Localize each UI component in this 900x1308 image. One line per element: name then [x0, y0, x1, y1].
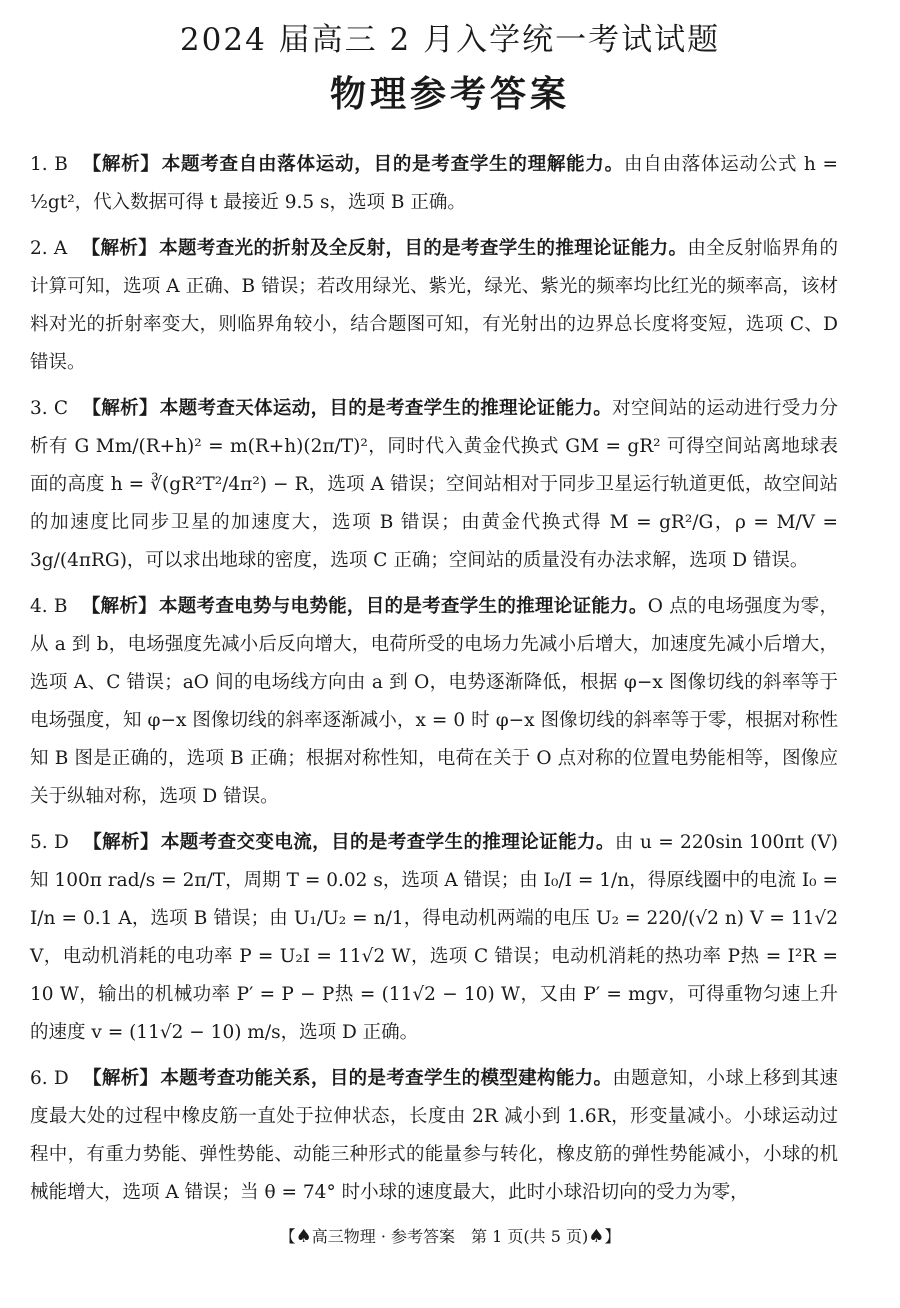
question-body: 由 u = 220sin 100πt (V) 知 100π rad/s = 2π/T，周期 T = 0.02 s，选项 A 错误；由 I₀/I = 1/n，得原线圈中的电流 I₀ = I/n = 0.1 A，选项 B 错误；由 U₁/U₂ = n/1，得电动机两端的电压 U₂ = 220/(√2 n) V = 11√2 V，电动机消耗的电功率 P = U₂I = 11√2 W，选项 C 错误；电动机消耗的热功率 P热 = I²R = 10 W，输出的机械功率 P′ = P − P热 = (11√2 − 10) W，又由 P′ = mgv，可得重物匀速上升的速度 v = (11√2 − 10) m/s，选项 D 正确。	[30, 832, 838, 1043]
analysis-tag: 【解析】	[81, 154, 160, 175]
question-3	[30, 390, 838, 580]
question-body: O 点的电场强度为零，从 a 到 b，电场强度先减小后反向增大，电荷所受的电场力先减小后增大，加速度先减小后增大，选项 A、C 错误；aO 间的电场线方向由 a 到 O，电势逐渐降低，根据 φ−x 图像切线的斜率等于电场强度，知 φ−x 图像切线的斜率逐渐减小，x = 0 时 φ−x 图像切线的斜率等于零，根据对称性知 B 图是正确的，选项 B 正确；根据对称性知，电荷在关于 O 点对称的位置电势能相等，图像应关于纵轴对称，选项 D 错误。	[30, 596, 838, 807]
page-title: 2024 届高三 2 月入学统一考试试题	[179, 22, 721, 58]
question-1	[30, 146, 838, 222]
question-body: 由全反射临界角的计算可知，选项 A 正确、B 错误；若改用绿光、紫光，绿光、紫光的频率均比红光的频率高，该材料对光的折射率变大，则临界角较小，结合题图可知，有光射出的边界总长度将变短，选项 C、D 错误。	[30, 238, 838, 373]
analysis-tag: 【解析】	[82, 1068, 159, 1089]
question-body: 对空间站的运动进行受力分析有 G Mm/(R+h)² = m(R+h)(2π/T)²，同时代入黄金代换式 GM = gR² 可得空间站离地球表面的高度 h = ∛(gR²T²/4π²) − R，选项 A 错误；空间站相对于同步卫星运行轨道更低，故空间站的加速度比同步卫星的加速度大，选项 B 错误；由黄金代换式得 M = gR²/G，ρ = M/V = 3g/(4πRG)，可以求出地球的密度，选项 C 正确；空间站的质量没有办法求解，选项 D 错误。	[30, 398, 838, 571]
question-6	[30, 1060, 838, 1212]
question-body: 由题意知，小球上移到其速度最大处的过程中橡皮筋一直处于拉伸状态，长度由 2R 减小到 1.6R，形变量减小。小球运动过程中，有重力势能、弹性势能、动能三种形式的能量参与转化，橡皮筋的弹性势能减小，小球的机械能增大，选项 A 错误；当 θ = 74° 时小球的速度最大，此时小球沿切向的受力为零，	[30, 1068, 838, 1203]
answer-list	[30, 146, 838, 1220]
question-4	[30, 588, 838, 816]
analysis-tag: 【解析】	[81, 238, 158, 259]
question-number: 4. B	[30, 596, 68, 617]
analysis-tag: 【解析】	[82, 832, 159, 853]
question-body: 由自由落体运动公式 h = ½gt²，代入数据可得 t 最接近 9.5 s，选项 B 正确。	[30, 154, 838, 213]
footer-close-bracket: 】	[604, 1227, 621, 1246]
page-subtitle: 物理参考答案	[329, 73, 570, 115]
question-number: 2. A	[30, 238, 68, 259]
question-number: 6. D	[30, 1068, 69, 1089]
spade-icon: ♠	[588, 1226, 605, 1247]
question-number: 1. B	[30, 154, 68, 175]
question-lead: 本题考查交变电流，目的是考查学生的推理论证能力。	[160, 832, 615, 853]
question-lead: 本题考查自由落体运动，目的是考查学生的理解能力。	[161, 154, 624, 175]
footer-open-bracket: 【	[279, 1227, 296, 1246]
page-footer	[0, 1224, 900, 1247]
question-5	[30, 824, 838, 1052]
question-lead: 本题考查天体运动，目的是考查学生的推理论证能力。	[159, 398, 613, 419]
question-2	[30, 230, 838, 382]
question-number: 5. D	[30, 832, 69, 853]
footer-text: 高三物理 · 参考答案 第 1 页(共 5 页)	[311, 1227, 589, 1246]
question-lead: 本题考查功能关系，目的是考查学生的模型建构能力。	[160, 1068, 613, 1089]
analysis-tag: 【解析】	[82, 398, 158, 419]
question-number: 3. C	[30, 398, 69, 419]
question-lead: 本题考查电势与电势能，目的是考查学生的推理论证能力。	[158, 596, 648, 617]
spade-icon: ♠	[295, 1226, 312, 1247]
analysis-tag: 【解析】	[81, 596, 157, 617]
question-lead: 本题考查光的折射及全反射，目的是考查学生的推理论证能力。	[159, 238, 688, 259]
